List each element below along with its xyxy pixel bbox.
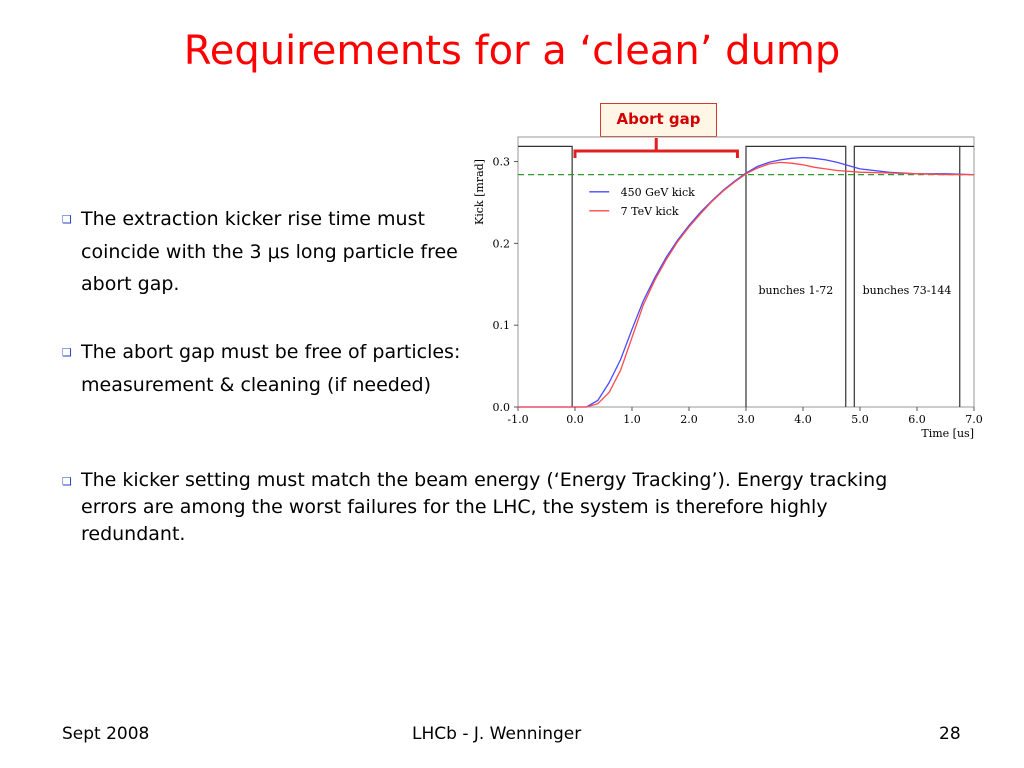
x-tick-label: -1.0 xyxy=(507,413,529,426)
y-axis-label: Kick [mrad] xyxy=(473,159,486,225)
footer-date: Sept 2008 xyxy=(62,724,150,744)
abort-gap-bracket xyxy=(575,151,737,158)
x-tick-label: 0.0 xyxy=(566,413,584,426)
x-tick-label: 2.0 xyxy=(680,413,698,426)
x-tick-label: 4.0 xyxy=(794,413,812,426)
bunch-window-label: bunches 1-72 xyxy=(758,284,834,298)
x-tick-label: 1.0 xyxy=(623,413,641,426)
footer-author: LHCb - J. Wenninger xyxy=(412,724,582,744)
legend-label: 450 GeV kick xyxy=(620,185,695,199)
x-tick-label: 5.0 xyxy=(851,413,869,426)
bullet-text: The kicker setting must match the beam energy (‘Energy Tracking’). Energy tracking errors are among the worst failures for the LHC, the system is therefore highly redundant. xyxy=(81,469,888,545)
legend-label: 7 TeV kick xyxy=(620,204,679,218)
x-tick-label: 3.0 xyxy=(737,413,755,426)
x-axis-label: Time [us] xyxy=(921,427,974,440)
checkbox-bullet-icon: ❑ xyxy=(62,475,72,488)
footer-page-number: 28 xyxy=(939,724,961,744)
bullet-text: The extraction kicker rise time must coincide with the 3 μs long particle free abort gap. xyxy=(81,208,458,295)
kick-chart xyxy=(468,128,988,453)
slide-title: Requirements for a ‘clean’ dump xyxy=(183,28,841,74)
abort-gap-callout: Abort gap xyxy=(600,103,717,137)
x-tick-label: 7.0 xyxy=(965,413,983,426)
y-tick-label: 0.1 xyxy=(492,319,510,333)
y-tick-label: 0.0 xyxy=(492,401,510,414)
bunch-window xyxy=(854,146,959,407)
bunch-window-label: bunches 73-144 xyxy=(862,284,952,298)
bullet-rise-time xyxy=(62,203,462,301)
bunch-window xyxy=(746,146,846,407)
bullet-text: The abort gap must be free of particles: measurement & cleaning (if needed) xyxy=(81,341,461,396)
y-tick-label: 0.2 xyxy=(492,237,510,251)
checkbox-bullet-icon: ❑ xyxy=(62,346,72,359)
x-tick-label: 6.0 xyxy=(908,413,926,426)
checkbox-bullet-icon: ❑ xyxy=(62,213,72,226)
y-tick-label: 0.3 xyxy=(492,155,510,169)
pre-gap-bunch-window xyxy=(518,146,572,407)
bullet-energy-tracking xyxy=(62,467,922,548)
bullet-abort-gap xyxy=(62,336,462,401)
